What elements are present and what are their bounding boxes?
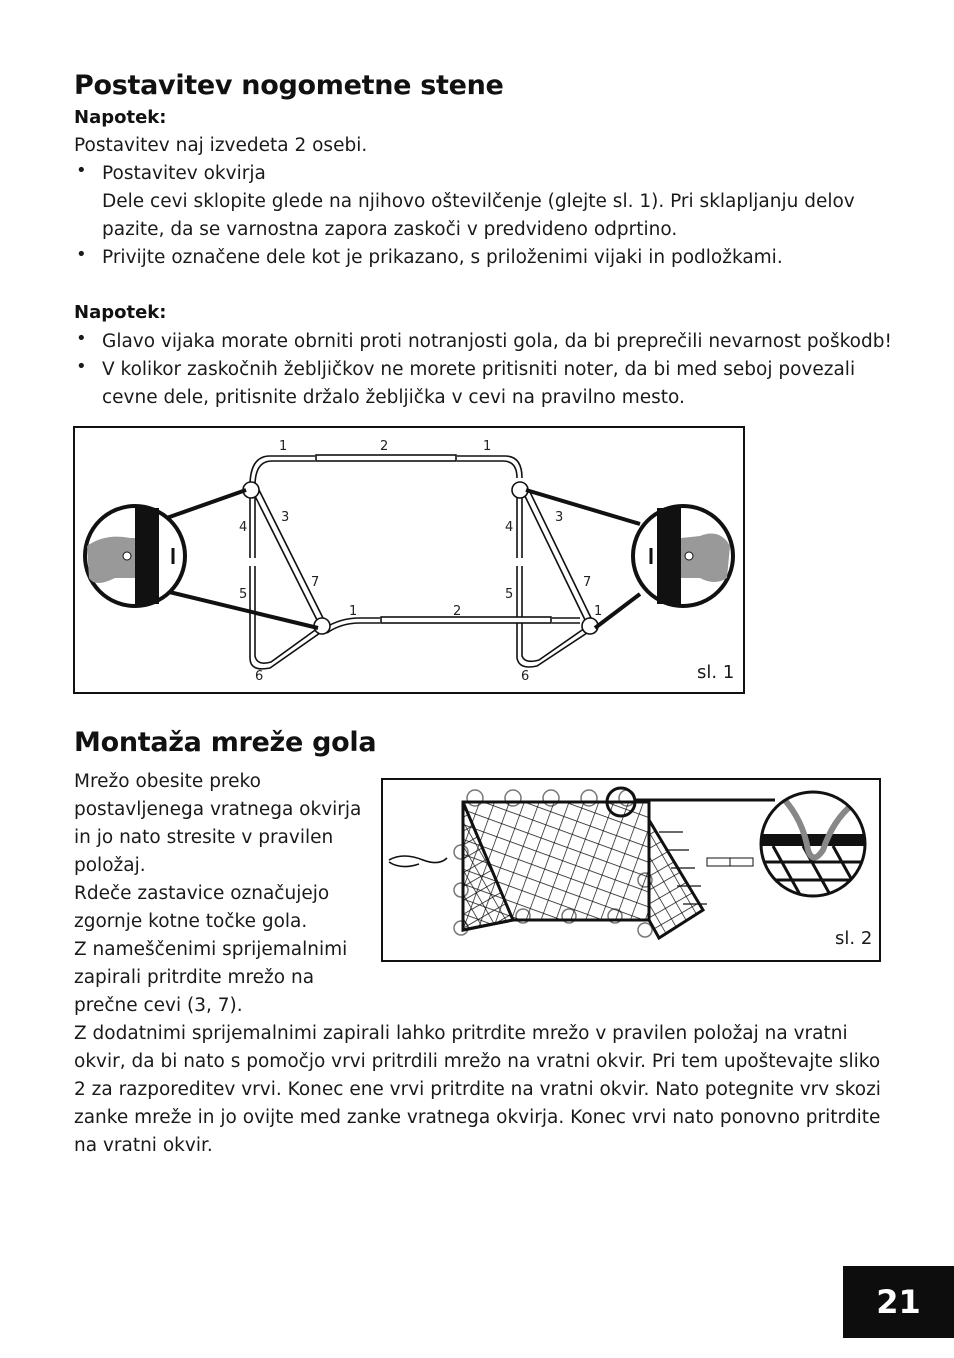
label-right-4: 4 [505, 520, 514, 535]
label-right-3: 3 [555, 510, 564, 525]
page-number: 21 [843, 1266, 954, 1338]
section-title-net: Montaža mreže gola [74, 727, 377, 758]
bullet-frame-title: Postavitev okvirja [102, 163, 266, 184]
label-top-right-1: 1 [483, 439, 492, 454]
net-text-line: Z nameščenimi sprijemalnimi [74, 939, 348, 960]
bullet-pins-line2: cevne dele, pritisnite držalo žebljička v cevi na pravilno mesto. [102, 387, 685, 408]
figure-1-frame-assembly [73, 426, 745, 694]
left-detail-circle [85, 506, 185, 606]
intro-text: Postavitev naj izvedeta 2 osebi. [74, 135, 368, 156]
label-top-2: 2 [380, 439, 389, 454]
net-text-wide-line: 2 za razporeditev vrvi. Konec ene vrvi pritrdite na vratni okvir. Nato potegnite vrv skozi [74, 1079, 881, 1100]
net-text-line: zapirali pritrdite mrežo na [74, 967, 315, 988]
net-text-line: postavljenega vratnega okvirja [74, 799, 362, 820]
note-label-2: Napotek: [74, 302, 167, 323]
label-right-1: 1 [594, 604, 603, 619]
label-left-7: 7 [311, 575, 320, 590]
net-text-line: zgornje kotne točke gola. [74, 911, 308, 932]
net-text-wide-line: zanke mreže in jo ovijte med zanke vratnega okvirja. Konec vrvi nato ponovno pritrdite [74, 1107, 881, 1128]
bullet-frame-line1: Dele cevi sklopite glede na njihovo oštevilčenje (glejte sl. 1). Pri sklapljanju delov [102, 191, 855, 212]
net-text-line: prečne cevi (3, 7). [74, 995, 243, 1016]
label-left-3: 3 [281, 510, 290, 525]
label-bottom-2: 2 [453, 604, 462, 619]
label-right-6: 6 [521, 669, 530, 684]
label-left-6: 6 [255, 669, 264, 684]
net-text-wide-line: okvir, da bi nato s pomočjo vrvi pritrdili mrežo na vratni okvir. Pri tem upoštevajte sliko [74, 1051, 881, 1072]
note-label-1: Napotek: [74, 107, 167, 128]
bullet-pins-line1: V kolikor zaskočnih žebljičkov ne morete pritisniti noter, da bi med seboj povezali [102, 359, 856, 380]
figure-2-caption: sl. 2 [835, 928, 873, 949]
net-text-line: položaj. [74, 855, 146, 876]
net-text-wide-line: Z dodatnimi sprijemalnimi zapirali lahko pritrdite mrežo v pravilen položaj na vratni [74, 1023, 848, 1044]
figure-2-net-assembly [381, 778, 881, 962]
net-text-line: Mrežo obesite preko [74, 771, 261, 792]
bullet-dot: • [76, 328, 87, 349]
net-text-line: Rdeče zastavice označujejo [74, 883, 330, 904]
bullet-dot: • [76, 160, 87, 181]
net-assembly-diagram [383, 780, 879, 960]
net-text-wide-line: na vratni okvir. [74, 1135, 213, 1156]
section-title-setup: Postavitev nogometne stene [74, 70, 504, 101]
label-left-4: 4 [239, 520, 248, 535]
bullet-dot: • [76, 356, 87, 377]
label-right-7: 7 [583, 575, 592, 590]
label-left-5: 5 [239, 587, 248, 602]
figure-1-caption: sl. 1 [697, 662, 735, 683]
label-right-5: 5 [505, 587, 514, 602]
right-detail-circle [633, 506, 733, 606]
label-top-left-1: 1 [279, 439, 288, 454]
label-bottom-1: 1 [349, 604, 358, 619]
bullet-frame-line2: pazite, da se varnostna zapora zaskoči v predvideno odprtino. [102, 219, 678, 240]
bullet-screw-head: Glavo vijaka morate obrniti proti notranjosti gola, da bi preprečili nevarnost poškodb! [102, 331, 892, 352]
bullet-screws: Privijte označene dele kot je prikazano, s priloženimi vijaki in podložkami. [102, 247, 783, 268]
frame-assembly-diagram [75, 428, 743, 692]
bullet-dot: • [76, 244, 87, 265]
net-text-line: in jo nato stresite v pravilen [74, 827, 334, 848]
